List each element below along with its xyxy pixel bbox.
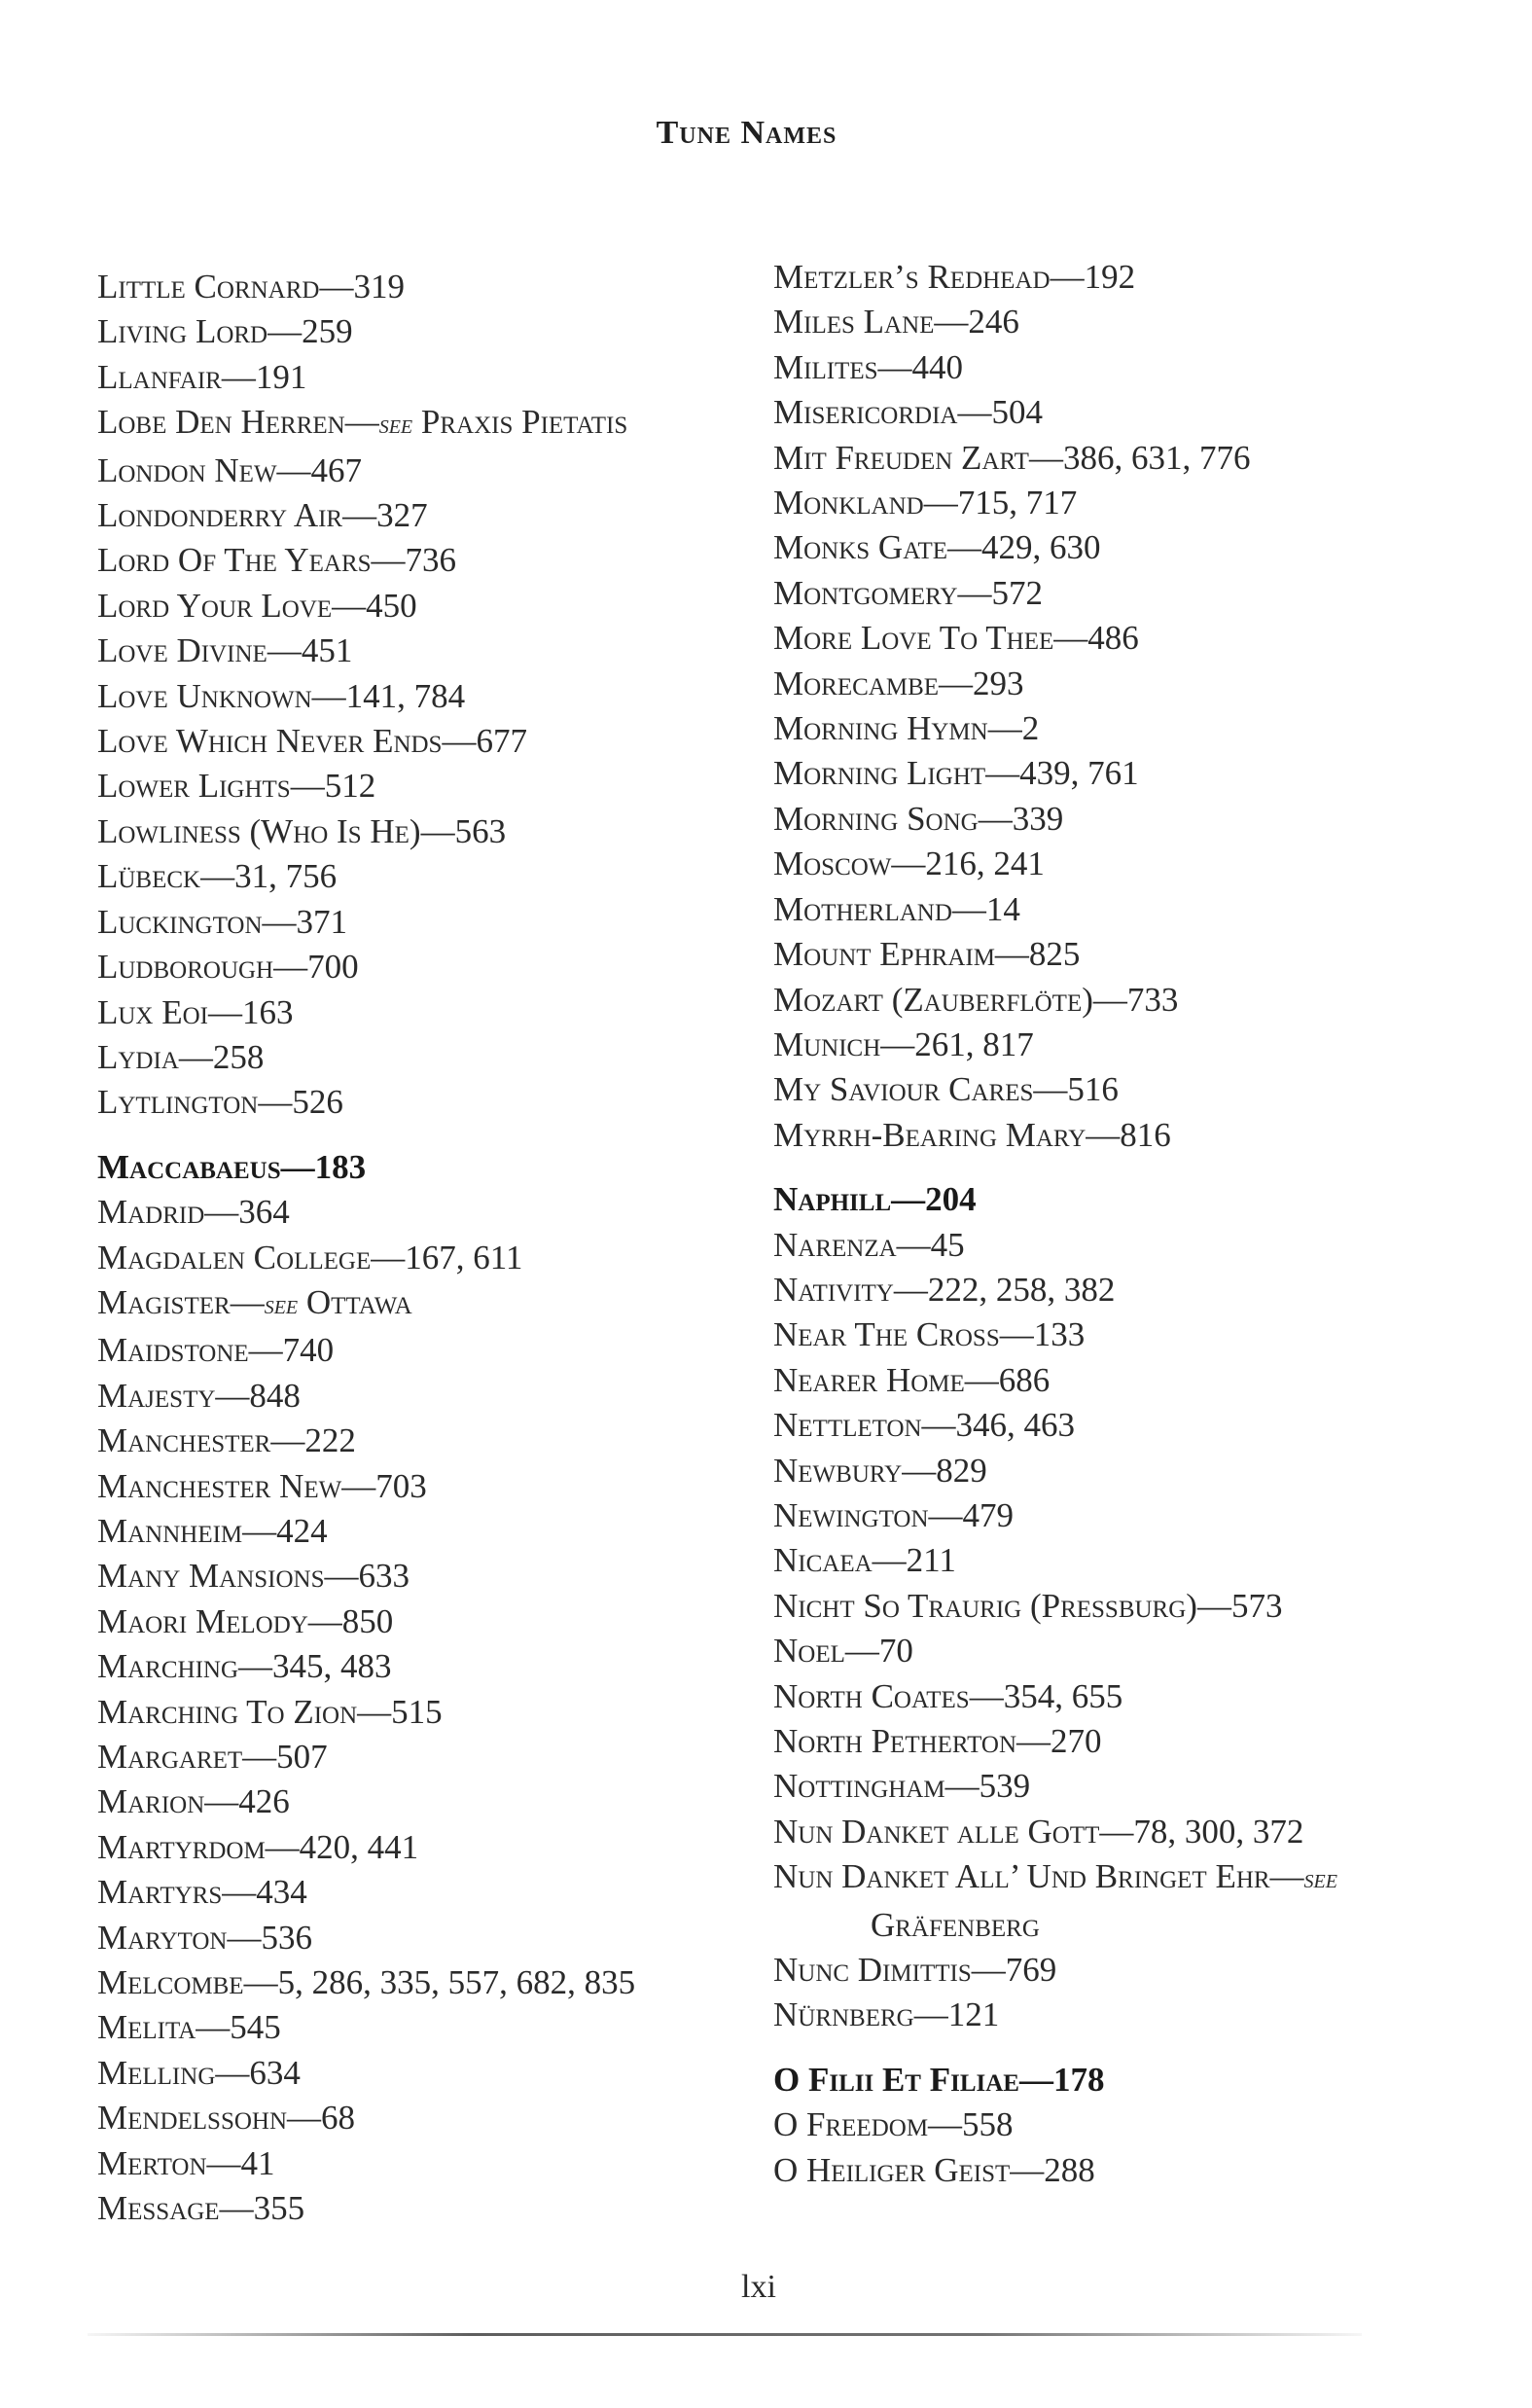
- section-heading-entry: Naphill—204: [773, 1180, 977, 1219]
- index-entry: Near The Cross—133: [773, 1315, 1086, 1354]
- section-heading-entry: O Filii Et Filiae—178: [773, 2060, 1105, 2099]
- index-entry: Lydia—258: [97, 1037, 265, 1076]
- index-entry: Maidstone—740: [97, 1331, 335, 1370]
- index-entry: Magdalen College—167, 611: [97, 1238, 523, 1276]
- entry-dash: —: [1269, 1857, 1304, 1896]
- index-entry: My Saviour Cares—516: [773, 1070, 1119, 1109]
- index-entry: Lord Of The Years—736: [97, 541, 457, 580]
- index-entry: Lower Lights—512: [97, 767, 376, 806]
- index-entry: Luckington—371: [97, 902, 348, 941]
- index-entry: Mendelssohn—68: [97, 2099, 356, 2138]
- index-entry: Love Unknown—141, 784: [97, 676, 466, 715]
- index-entry-continuation: Gräfenberg: [871, 1905, 1040, 1944]
- index-entry: Madrid—364: [97, 1193, 290, 1232]
- index-entry: Metzler’s Redhead—192: [773, 258, 1136, 296]
- index-entry: Love Divine—451: [97, 631, 353, 670]
- index-entry: Little Cornard—319: [97, 268, 405, 305]
- index-entry: Motherland—14: [773, 889, 1020, 928]
- entry-dash: —: [344, 403, 379, 442]
- index-entry: Noel—70: [773, 1632, 913, 1671]
- index-entry: Marching To Zion—515: [97, 1692, 443, 1731]
- index-entry: Merton—41: [97, 2143, 275, 2182]
- see-target: Praxis Pietatis: [412, 403, 628, 442]
- index-entry: Love Which Never Ends—677: [97, 722, 527, 761]
- index-entry: Message—355: [97, 2189, 305, 2228]
- index-entry: Melling—634: [97, 2053, 301, 2092]
- bottom-rule: [88, 2333, 1362, 2336]
- index-entry: Mount Ephraim—825: [773, 935, 1081, 974]
- right-column: [773, 255, 1454, 2193]
- see-reference: see: [1303, 1864, 1337, 1895]
- index-entry: Lux Eoi—163: [97, 992, 294, 1031]
- index-entry: Narenza—45: [773, 1225, 965, 1264]
- index-entry: North Petherton—270: [773, 1722, 1102, 1760]
- entry-dash: —: [230, 1282, 265, 1321]
- index-entry: Nativity—222, 258, 382: [773, 1270, 1116, 1309]
- index-entry: North Coates—354, 655: [773, 1676, 1123, 1715]
- index-entry: Llanfair—191: [97, 357, 307, 396]
- index-entry: Maori Melody—850: [97, 1601, 394, 1640]
- index-entry: Manchester—222: [97, 1421, 356, 1460]
- index-entry: Nicaea—211: [773, 1541, 956, 1580]
- index-entry: Montgomery—572: [773, 573, 1043, 612]
- index-entry: O Freedom—558: [773, 2105, 1014, 2144]
- index-entry: Nun Danket alle Gott—78, 300, 372: [773, 1812, 1304, 1851]
- page-number: lxi: [741, 2269, 776, 2305]
- index-entry: Lübeck—31, 756: [97, 857, 338, 896]
- index-entry: Newbury—829: [773, 1451, 987, 1490]
- index-entry: Monks Gate—429, 630: [773, 528, 1101, 567]
- entry-name: Magister: [97, 1282, 231, 1321]
- index-entry: Morning Hymn—2: [773, 709, 1040, 748]
- index-entry: Morning Light—439, 761: [773, 754, 1139, 793]
- index-entry: Nearer Home—686: [773, 1360, 1051, 1399]
- index-entry: Manchester New—703: [97, 1466, 427, 1505]
- index-entry: Morning Song—339: [773, 799, 1064, 838]
- index-entry: Monkland—715, 717: [773, 484, 1078, 522]
- index-entry: Melita—545: [97, 2008, 281, 2047]
- index-entry: Martyrdom—420, 441: [97, 1827, 419, 1866]
- index-entry: More Love To Thee—486: [773, 619, 1139, 658]
- index-entry: Mozart (Zauberflöte)—733: [773, 980, 1179, 1019]
- index-entry: Nürnberg—121: [773, 1995, 1000, 2034]
- page-title: Tune Names: [656, 115, 837, 151]
- index-entry: Living Lord—259: [97, 312, 353, 351]
- index-entry: O Heiliger Geist—288: [773, 2150, 1095, 2189]
- index-entry: Marion—426: [97, 1782, 290, 1821]
- index-entry: Martyrs—434: [97, 1873, 307, 1912]
- index-entry: Milites—440: [773, 347, 963, 386]
- index-entry: Marching—345, 483: [97, 1647, 392, 1686]
- left-column: [97, 265, 759, 2231]
- index-entry: Misericordia—504: [773, 393, 1043, 432]
- index-entry: Ludborough—700: [97, 948, 359, 987]
- index-entry: [97, 400, 759, 448]
- index-entry: Londonderry Air—327: [97, 496, 428, 535]
- index-entry: Mit Freuden Zart—386, 631, 776: [773, 438, 1251, 477]
- index-entry: Margaret—507: [97, 1738, 328, 1776]
- index-entry: [97, 1280, 759, 1328]
- index-entry: Newington—479: [773, 1495, 1015, 1534]
- see-target: Ottawa: [298, 1282, 412, 1321]
- see-reference: see: [378, 410, 413, 441]
- index-entry: Myrrh-Bearing Mary—816: [773, 1115, 1171, 1154]
- index-entry: Munich—261, 817: [773, 1024, 1034, 1063]
- index-entry: Lowliness (Who Is He)—563: [97, 811, 507, 850]
- index-entry: Nettleton—346, 463: [773, 1406, 1076, 1445]
- index-entry: Lord Your Love—450: [97, 586, 417, 625]
- index-entry: Maryton—536: [97, 1918, 312, 1957]
- index-entry: Nicht So Traurig (Pressburg)—573: [773, 1586, 1283, 1625]
- index-entry: Nunc Dimittis—769: [773, 1951, 1057, 1990]
- index-entry: [773, 1854, 1454, 1902]
- see-reference: see: [264, 1289, 299, 1320]
- index-entry: Moscow—216, 241: [773, 845, 1045, 883]
- index-entry: Nottingham—539: [773, 1767, 1031, 1806]
- index-entry: Lytlington—526: [97, 1083, 343, 1122]
- entry-name: Nun Danket All’ Und Bringet Ehr: [773, 1857, 1270, 1896]
- index-entry: Many Mansions—633: [97, 1557, 410, 1596]
- index-entry: Majesty—848: [97, 1376, 301, 1415]
- index-entry: London New—467: [97, 450, 363, 489]
- index-entry: Mannheim—424: [97, 1511, 328, 1550]
- entry-name: Lobe Den Herren: [97, 403, 345, 442]
- index-entry: Miles Lane—246: [773, 303, 1019, 341]
- index-entry: Morecambe—293: [773, 664, 1024, 702]
- section-heading-entry: Maccabaeus—183: [97, 1147, 367, 1186]
- index-entry: Melcombe—5, 286, 335, 557, 682, 835: [97, 1963, 636, 2002]
